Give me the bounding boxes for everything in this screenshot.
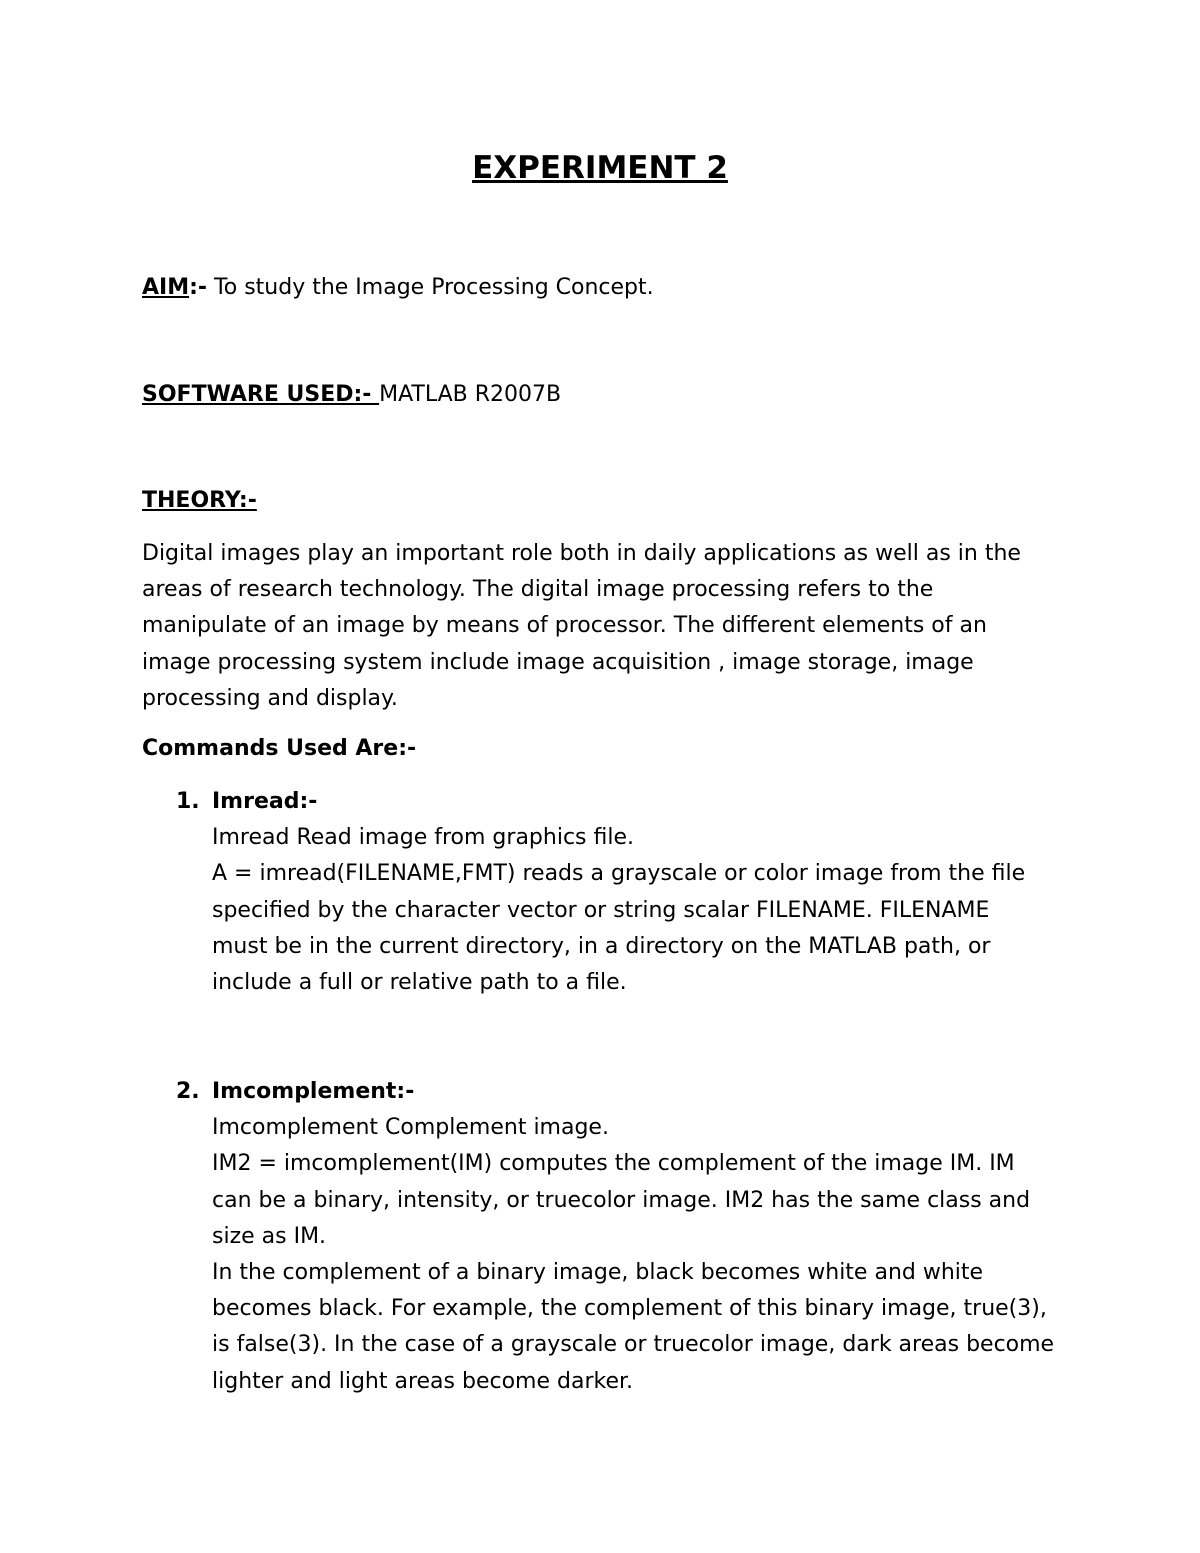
- command-line: is false(3). In the case of a grayscale or truecolor image, dark areas become: [212, 1332, 1055, 1358]
- list-number: 1.: [176, 789, 200, 814]
- command-line: A = imread(FILENAME,FMT) reads a grayscale or color image from the file: [212, 861, 1026, 887]
- command-line: must be in the current directory, in a directory on the MATLAB path, or: [212, 933, 991, 959]
- theory-heading: [142, 485, 257, 517]
- aim-separator: :-: [189, 275, 208, 300]
- software-label: SOFTWARE USED:-: [142, 382, 380, 407]
- software-text: MATLAB R2007B: [379, 382, 562, 407]
- theory-line: Digital images play an important role both in daily applications as well as in the: [142, 541, 1021, 566]
- list-number: 2.: [176, 1079, 200, 1104]
- theory-heading-text: THEORY:-: [142, 488, 257, 513]
- aim-line: [142, 272, 654, 304]
- theory-paragraph: [142, 536, 1062, 717]
- command-item-imcomplement: [142, 1074, 1072, 1400]
- command-line: becomes black. For example, the complement of this binary image, true(3),: [212, 1296, 1047, 1322]
- theory-line: areas of research technology. The digital image processing refers to the: [142, 577, 934, 603]
- command-line: In the complement of a binary image, black becomes white and white: [212, 1260, 984, 1286]
- commands-heading: [142, 733, 416, 765]
- command-line: size as IM.: [212, 1223, 327, 1249]
- document-title: EXPERIMENT 2: [472, 150, 728, 186]
- aim-label: AIM: [142, 275, 190, 300]
- command-line: specified by the character vector or string scalar FILENAME. FILENAME: [212, 897, 990, 923]
- command-line: Imcomplement Complement image.: [212, 1115, 609, 1141]
- software-line: [142, 379, 561, 411]
- command-line: Imread Read image from graphics file.: [212, 825, 634, 851]
- command-item-imread: [142, 784, 1072, 1001]
- command-heading: Imread:-: [212, 789, 318, 814]
- command-line: include a full or relative path to a file.: [212, 970, 627, 996]
- theory-line: manipulate of an image by means of processor. The different elements of an: [142, 613, 987, 639]
- command-line: IM2 = imcomplement(IM) computes the complement of the image IM. IM: [212, 1151, 1015, 1177]
- command-line: can be a binary, intensity, or truecolor image. IM2 has the same class and: [212, 1187, 1031, 1213]
- theory-line: image processing system include image acquisition , image storage, image: [142, 649, 974, 675]
- theory-line: processing and display.: [142, 685, 398, 711]
- command-line: lighter and light areas become darker.: [212, 1368, 633, 1394]
- command-heading: Imcomplement:-: [212, 1079, 415, 1104]
- aim-text: To study the Image Processing Concept.: [207, 275, 654, 300]
- commands-heading-text: Commands Used Are:-: [142, 736, 417, 761]
